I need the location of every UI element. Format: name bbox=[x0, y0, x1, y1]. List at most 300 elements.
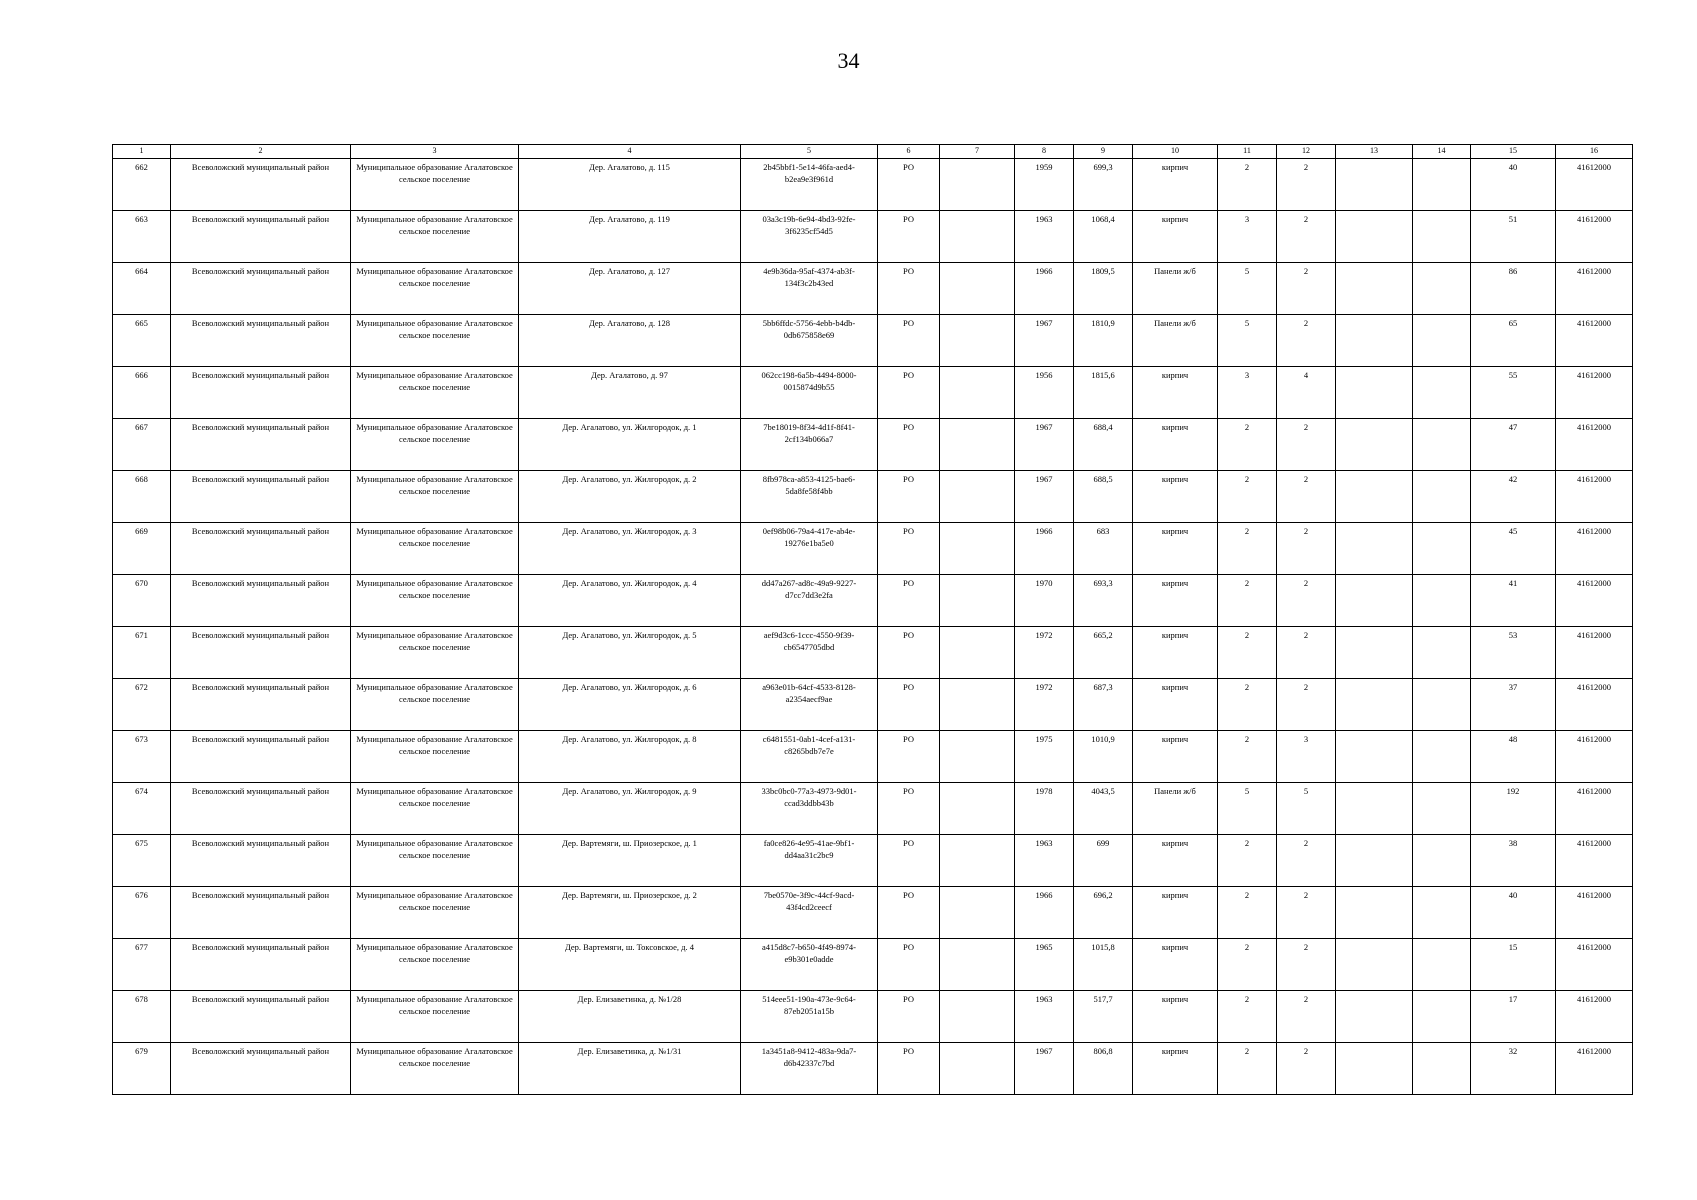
district-cell: Всеволожский муниципальный район bbox=[171, 159, 351, 211]
column-6-cell: РО bbox=[878, 1043, 940, 1095]
column-13-cell bbox=[1336, 679, 1413, 731]
column-6-cell: РО bbox=[878, 939, 940, 991]
house-id-cell: 2b45bbf1-5e14-46fa-aed4-b2ea9e3f961d bbox=[741, 159, 878, 211]
column-6-cell: РО bbox=[878, 211, 940, 263]
column-12-cell: 2 bbox=[1277, 523, 1336, 575]
column-12-cell: 2 bbox=[1277, 991, 1336, 1043]
area-cell: 665,2 bbox=[1074, 627, 1133, 679]
column-12-cell: 2 bbox=[1277, 575, 1336, 627]
okato-code-cell: 41612000 bbox=[1556, 315, 1633, 367]
municipality-cell: Муниципальное образование Агалатовское сельское поселение bbox=[351, 835, 519, 887]
column-14-cell bbox=[1413, 419, 1471, 471]
column-13-cell bbox=[1336, 471, 1413, 523]
row-number: 674 bbox=[113, 783, 171, 835]
column-6-cell: РО bbox=[878, 471, 940, 523]
house-id-cell: 03a3c19b-6e94-4bd3-92fe-3f6235cf54d5 bbox=[741, 211, 878, 263]
wall-material-cell: кирпич bbox=[1133, 471, 1218, 523]
column-header-14: 14 bbox=[1413, 145, 1471, 159]
column-12-cell: 4 bbox=[1277, 367, 1336, 419]
table-row bbox=[113, 679, 1633, 731]
column-14-cell bbox=[1413, 263, 1471, 315]
column-13-cell bbox=[1336, 783, 1413, 835]
year-built-cell: 1963 bbox=[1015, 211, 1074, 263]
column-15-cell: 55 bbox=[1471, 367, 1556, 419]
area-cell: 688,4 bbox=[1074, 419, 1133, 471]
column-11-cell: 3 bbox=[1218, 211, 1277, 263]
area-cell: 687,3 bbox=[1074, 679, 1133, 731]
wall-material-cell: Панели ж/б bbox=[1133, 783, 1218, 835]
address-cell: Дер. Агалатово, ул. Жилгородок, д. 2 bbox=[519, 471, 741, 523]
address-cell: Дер. Агалатово, ул. Жилгородок, д. 6 bbox=[519, 679, 741, 731]
column-14-cell bbox=[1413, 159, 1471, 211]
column-11-cell: 5 bbox=[1218, 263, 1277, 315]
district-cell: Всеволожский муниципальный район bbox=[171, 575, 351, 627]
area-cell: 806,8 bbox=[1074, 1043, 1133, 1095]
table-row bbox=[113, 1043, 1633, 1095]
column-7-cell bbox=[940, 991, 1015, 1043]
municipality-cell: Муниципальное образование Агалатовское сельское поселение bbox=[351, 211, 519, 263]
municipality-cell: Муниципальное образование Агалатовское сельское поселение bbox=[351, 1043, 519, 1095]
year-built-cell: 1967 bbox=[1015, 419, 1074, 471]
district-cell: Всеволожский муниципальный район bbox=[171, 679, 351, 731]
column-12-cell: 2 bbox=[1277, 835, 1336, 887]
table-row bbox=[113, 835, 1633, 887]
column-6-cell: РО bbox=[878, 679, 940, 731]
column-15-cell: 42 bbox=[1471, 471, 1556, 523]
column-15-cell: 40 bbox=[1471, 887, 1556, 939]
house-id-cell: 5bb6ffdc-5756-4ebb-b4db-0db675858e69 bbox=[741, 315, 878, 367]
column-11-cell: 2 bbox=[1218, 731, 1277, 783]
wall-material-cell: кирпич bbox=[1133, 939, 1218, 991]
district-cell: Всеволожский муниципальный район bbox=[171, 627, 351, 679]
column-14-cell bbox=[1413, 783, 1471, 835]
column-15-cell: 48 bbox=[1471, 731, 1556, 783]
municipality-cell: Муниципальное образование Агалатовское сельское поселение bbox=[351, 627, 519, 679]
row-number: 667 bbox=[113, 419, 171, 471]
year-built-cell: 1967 bbox=[1015, 315, 1074, 367]
okato-code-cell: 41612000 bbox=[1556, 159, 1633, 211]
column-7-cell bbox=[940, 731, 1015, 783]
year-built-cell: 1972 bbox=[1015, 627, 1074, 679]
column-13-cell bbox=[1336, 315, 1413, 367]
municipality-cell: Муниципальное образование Агалатовское сельское поселение bbox=[351, 575, 519, 627]
column-11-cell: 2 bbox=[1218, 471, 1277, 523]
area-cell: 1809,5 bbox=[1074, 263, 1133, 315]
column-13-cell bbox=[1336, 991, 1413, 1043]
okato-code-cell: 41612000 bbox=[1556, 419, 1633, 471]
address-cell: Дер. Агалатово, ул. Жилгородок, д. 9 bbox=[519, 783, 741, 835]
house-id-cell: 7be0570e-3f9c-44cf-9acd-43f4cd2ceecf bbox=[741, 887, 878, 939]
area-cell: 1010,9 bbox=[1074, 731, 1133, 783]
house-id-cell: aef9d3c6-1ccc-4550-9f39-cb6547705dbd bbox=[741, 627, 878, 679]
okato-code-cell: 41612000 bbox=[1556, 471, 1633, 523]
address-cell: Дер. Елизаветинка, д. №1/31 bbox=[519, 1043, 741, 1095]
column-15-cell: 45 bbox=[1471, 523, 1556, 575]
column-6-cell: РО bbox=[878, 159, 940, 211]
district-cell: Всеволожский муниципальный район bbox=[171, 991, 351, 1043]
address-cell: Дер. Вартемяги, ш. Приозерское, д. 1 bbox=[519, 835, 741, 887]
house-id-cell: a415d8c7-b650-4f49-8974-e9b301e0adde bbox=[741, 939, 878, 991]
area-cell: 1810,9 bbox=[1074, 315, 1133, 367]
column-12-cell: 2 bbox=[1277, 471, 1336, 523]
address-cell: Дер. Агалатово, д. 128 bbox=[519, 315, 741, 367]
row-number: 669 bbox=[113, 523, 171, 575]
column-6-cell: РО bbox=[878, 835, 940, 887]
column-7-cell bbox=[940, 887, 1015, 939]
column-header-1: 1 bbox=[113, 145, 171, 159]
district-cell: Всеволожский муниципальный район bbox=[171, 939, 351, 991]
column-12-cell: 2 bbox=[1277, 315, 1336, 367]
column-12-cell: 2 bbox=[1277, 263, 1336, 315]
house-id-cell: c6481551-0ab1-4cef-a131-c8265bdb7e7e bbox=[741, 731, 878, 783]
column-6-cell: РО bbox=[878, 627, 940, 679]
column-11-cell: 2 bbox=[1218, 939, 1277, 991]
table-row bbox=[113, 783, 1633, 835]
column-15-cell: 37 bbox=[1471, 679, 1556, 731]
column-14-cell bbox=[1413, 731, 1471, 783]
wall-material-cell: кирпич bbox=[1133, 887, 1218, 939]
column-14-cell bbox=[1413, 1043, 1471, 1095]
column-12-cell: 2 bbox=[1277, 419, 1336, 471]
column-13-cell bbox=[1336, 939, 1413, 991]
year-built-cell: 1975 bbox=[1015, 731, 1074, 783]
column-13-cell bbox=[1336, 367, 1413, 419]
year-built-cell: 1965 bbox=[1015, 939, 1074, 991]
okato-code-cell: 41612000 bbox=[1556, 523, 1633, 575]
column-15-cell: 17 bbox=[1471, 991, 1556, 1043]
wall-material-cell: кирпич bbox=[1133, 419, 1218, 471]
column-11-cell: 2 bbox=[1218, 887, 1277, 939]
table-row bbox=[113, 211, 1633, 263]
column-13-cell bbox=[1336, 523, 1413, 575]
okato-code-cell: 41612000 bbox=[1556, 887, 1633, 939]
column-15-cell: 192 bbox=[1471, 783, 1556, 835]
row-number: 664 bbox=[113, 263, 171, 315]
column-14-cell bbox=[1413, 367, 1471, 419]
column-7-cell bbox=[940, 159, 1015, 211]
column-13-cell bbox=[1336, 575, 1413, 627]
column-12-cell: 2 bbox=[1277, 627, 1336, 679]
column-6-cell: РО bbox=[878, 419, 940, 471]
table-row bbox=[113, 419, 1633, 471]
column-7-cell bbox=[940, 835, 1015, 887]
house-id-cell: 33bc0bc0-77a3-4973-9d01-ccad3ddbb43b bbox=[741, 783, 878, 835]
year-built-cell: 1967 bbox=[1015, 471, 1074, 523]
district-cell: Всеволожский муниципальный район bbox=[171, 367, 351, 419]
column-header-6: 6 bbox=[878, 145, 940, 159]
area-cell: 683 bbox=[1074, 523, 1133, 575]
column-11-cell: 2 bbox=[1218, 991, 1277, 1043]
row-number: 677 bbox=[113, 939, 171, 991]
column-15-cell: 47 bbox=[1471, 419, 1556, 471]
column-11-cell: 2 bbox=[1218, 159, 1277, 211]
housing-registry-table bbox=[112, 144, 1633, 1095]
column-7-cell bbox=[940, 1043, 1015, 1095]
year-built-cell: 1963 bbox=[1015, 991, 1074, 1043]
column-13-cell bbox=[1336, 211, 1413, 263]
column-header-10: 10 bbox=[1133, 145, 1218, 159]
address-cell: Дер. Агалатово, ул. Жилгородок, д. 8 bbox=[519, 731, 741, 783]
column-header-4: 4 bbox=[519, 145, 741, 159]
district-cell: Всеволожский муниципальный район bbox=[171, 887, 351, 939]
row-number: 673 bbox=[113, 731, 171, 783]
district-cell: Всеволожский муниципальный район bbox=[171, 1043, 351, 1095]
municipality-cell: Муниципальное образование Агалатовское сельское поселение bbox=[351, 939, 519, 991]
column-header-13: 13 bbox=[1336, 145, 1413, 159]
column-6-cell: РО bbox=[878, 887, 940, 939]
address-cell: Дер. Агалатово, д. 97 bbox=[519, 367, 741, 419]
district-cell: Всеволожский муниципальный район bbox=[171, 731, 351, 783]
column-12-cell: 2 bbox=[1277, 159, 1336, 211]
area-cell: 693,3 bbox=[1074, 575, 1133, 627]
column-15-cell: 41 bbox=[1471, 575, 1556, 627]
year-built-cell: 1956 bbox=[1015, 367, 1074, 419]
column-13-cell bbox=[1336, 1043, 1413, 1095]
area-cell: 696,2 bbox=[1074, 887, 1133, 939]
column-11-cell: 2 bbox=[1218, 419, 1277, 471]
row-number: 663 bbox=[113, 211, 171, 263]
house-id-cell: 0ef98b06-79a4-417e-ab4e-19276e1ba5e0 bbox=[741, 523, 878, 575]
year-built-cell: 1966 bbox=[1015, 887, 1074, 939]
column-header-11: 11 bbox=[1218, 145, 1277, 159]
column-header-16: 16 bbox=[1556, 145, 1633, 159]
row-number: 676 bbox=[113, 887, 171, 939]
column-13-cell bbox=[1336, 263, 1413, 315]
municipality-cell: Муниципальное образование Агалатовское сельское поселение bbox=[351, 731, 519, 783]
row-number: 662 bbox=[113, 159, 171, 211]
column-header-5: 5 bbox=[741, 145, 878, 159]
column-7-cell bbox=[940, 315, 1015, 367]
address-cell: Дер. Агалатово, ул. Жилгородок, д. 1 bbox=[519, 419, 741, 471]
area-cell: 699,3 bbox=[1074, 159, 1133, 211]
year-built-cell: 1966 bbox=[1015, 523, 1074, 575]
column-7-cell bbox=[940, 627, 1015, 679]
column-6-cell: РО bbox=[878, 367, 940, 419]
column-14-cell bbox=[1413, 939, 1471, 991]
column-11-cell: 2 bbox=[1218, 523, 1277, 575]
column-13-cell bbox=[1336, 887, 1413, 939]
municipality-cell: Муниципальное образование Агалатовское сельское поселение bbox=[351, 679, 519, 731]
okato-code-cell: 41612000 bbox=[1556, 1043, 1633, 1095]
column-header-2: 2 bbox=[171, 145, 351, 159]
column-12-cell: 2 bbox=[1277, 1043, 1336, 1095]
column-header-8: 8 bbox=[1015, 145, 1074, 159]
area-cell: 4043,5 bbox=[1074, 783, 1133, 835]
row-number: 672 bbox=[113, 679, 171, 731]
column-6-cell: РО bbox=[878, 783, 940, 835]
year-built-cell: 1963 bbox=[1015, 835, 1074, 887]
okato-code-cell: 41612000 bbox=[1556, 731, 1633, 783]
column-14-cell bbox=[1413, 991, 1471, 1043]
area-cell: 1815,6 bbox=[1074, 367, 1133, 419]
wall-material-cell: кирпич bbox=[1133, 211, 1218, 263]
column-15-cell: 86 bbox=[1471, 263, 1556, 315]
table-row bbox=[113, 523, 1633, 575]
row-number: 668 bbox=[113, 471, 171, 523]
table-row bbox=[113, 991, 1633, 1043]
column-number-row bbox=[113, 145, 1633, 159]
column-7-cell bbox=[940, 523, 1015, 575]
address-cell: Дер. Агалатово, д. 115 bbox=[519, 159, 741, 211]
municipality-cell: Муниципальное образование Агалатовское сельское поселение bbox=[351, 887, 519, 939]
column-7-cell bbox=[940, 471, 1015, 523]
okato-code-cell: 41612000 bbox=[1556, 575, 1633, 627]
area-cell: 688,5 bbox=[1074, 471, 1133, 523]
okato-code-cell: 41612000 bbox=[1556, 211, 1633, 263]
column-15-cell: 32 bbox=[1471, 1043, 1556, 1095]
column-15-cell: 40 bbox=[1471, 159, 1556, 211]
table-row bbox=[113, 939, 1633, 991]
row-number: 675 bbox=[113, 835, 171, 887]
column-12-cell: 3 bbox=[1277, 731, 1336, 783]
column-7-cell bbox=[940, 367, 1015, 419]
municipality-cell: Муниципальное образование Агалатовское сельское поселение bbox=[351, 523, 519, 575]
table-row bbox=[113, 315, 1633, 367]
column-11-cell: 2 bbox=[1218, 835, 1277, 887]
district-cell: Всеволожский муниципальный район bbox=[171, 471, 351, 523]
column-6-cell: РО bbox=[878, 523, 940, 575]
district-cell: Всеволожский муниципальный район bbox=[171, 523, 351, 575]
column-13-cell bbox=[1336, 159, 1413, 211]
row-number: 679 bbox=[113, 1043, 171, 1095]
address-cell: Дер. Вартемяги, ш. Токсовское, д. 4 bbox=[519, 939, 741, 991]
table-body bbox=[113, 159, 1633, 1095]
address-cell: Дер. Агалатово, д. 127 bbox=[519, 263, 741, 315]
wall-material-cell: кирпич bbox=[1133, 731, 1218, 783]
area-cell: 517,7 bbox=[1074, 991, 1133, 1043]
area-cell: 1015,8 bbox=[1074, 939, 1133, 991]
house-id-cell: dd47a267-ad8c-49a9-9227-d7cc7dd3e2fa bbox=[741, 575, 878, 627]
column-15-cell: 51 bbox=[1471, 211, 1556, 263]
address-cell: Дер. Вартемяги, ш. Приозерское, д. 2 bbox=[519, 887, 741, 939]
house-id-cell: 062cc198-6a5b-4494-8000-0015874d9b55 bbox=[741, 367, 878, 419]
okato-code-cell: 41612000 bbox=[1556, 939, 1633, 991]
table-row bbox=[113, 575, 1633, 627]
address-cell: Дер. Агалатово, д. 119 bbox=[519, 211, 741, 263]
column-15-cell: 15 bbox=[1471, 939, 1556, 991]
page-number: 34 bbox=[837, 48, 860, 73]
column-7-cell bbox=[940, 419, 1015, 471]
year-built-cell: 1967 bbox=[1015, 1043, 1074, 1095]
column-11-cell: 5 bbox=[1218, 315, 1277, 367]
address-cell: Дер. Елизаветинка, д. №1/28 bbox=[519, 991, 741, 1043]
column-14-cell bbox=[1413, 835, 1471, 887]
district-cell: Всеволожский муниципальный район bbox=[171, 419, 351, 471]
column-13-cell bbox=[1336, 731, 1413, 783]
wall-material-cell: кирпич bbox=[1133, 1043, 1218, 1095]
column-6-cell: РО bbox=[878, 315, 940, 367]
wall-material-cell: кирпич bbox=[1133, 679, 1218, 731]
municipality-cell: Муниципальное образование Агалатовское сельское поселение bbox=[351, 263, 519, 315]
district-cell: Всеволожский муниципальный район bbox=[171, 263, 351, 315]
house-id-cell: fa0ce826-4e95-41ae-9bf1-dd4aa31c2bc9 bbox=[741, 835, 878, 887]
district-cell: Всеволожский муниципальный район bbox=[171, 783, 351, 835]
house-id-cell: 8fb978ca-a853-4125-bae6-5da8fe58f4bb bbox=[741, 471, 878, 523]
column-header-9: 9 bbox=[1074, 145, 1133, 159]
row-number: 671 bbox=[113, 627, 171, 679]
area-cell: 1068,4 bbox=[1074, 211, 1133, 263]
column-11-cell: 2 bbox=[1218, 1043, 1277, 1095]
table-row bbox=[113, 263, 1633, 315]
column-14-cell bbox=[1413, 627, 1471, 679]
column-7-cell bbox=[940, 211, 1015, 263]
column-11-cell: 3 bbox=[1218, 367, 1277, 419]
column-header-3: 3 bbox=[351, 145, 519, 159]
year-built-cell: 1959 bbox=[1015, 159, 1074, 211]
column-14-cell bbox=[1413, 679, 1471, 731]
okato-code-cell: 41612000 bbox=[1556, 679, 1633, 731]
column-7-cell bbox=[940, 783, 1015, 835]
column-11-cell: 2 bbox=[1218, 627, 1277, 679]
municipality-cell: Муниципальное образование Агалатовское сельское поселение bbox=[351, 315, 519, 367]
column-header-7: 7 bbox=[940, 145, 1015, 159]
municipality-cell: Муниципальное образование Агалатовское сельское поселение bbox=[351, 159, 519, 211]
okato-code-cell: 41612000 bbox=[1556, 263, 1633, 315]
column-6-cell: РО bbox=[878, 575, 940, 627]
column-14-cell bbox=[1413, 315, 1471, 367]
column-12-cell: 2 bbox=[1277, 679, 1336, 731]
wall-material-cell: Панели ж/б bbox=[1133, 315, 1218, 367]
address-cell: Дер. Агалатово, ул. Жилгородок, д. 5 bbox=[519, 627, 741, 679]
wall-material-cell: кирпич bbox=[1133, 367, 1218, 419]
column-11-cell: 5 bbox=[1218, 783, 1277, 835]
column-7-cell bbox=[940, 939, 1015, 991]
year-built-cell: 1966 bbox=[1015, 263, 1074, 315]
wall-material-cell: кирпич bbox=[1133, 627, 1218, 679]
column-6-cell: РО bbox=[878, 263, 940, 315]
column-15-cell: 53 bbox=[1471, 627, 1556, 679]
area-cell: 699 bbox=[1074, 835, 1133, 887]
column-12-cell: 2 bbox=[1277, 939, 1336, 991]
wall-material-cell: кирпич bbox=[1133, 159, 1218, 211]
address-cell: Дер. Агалатово, ул. Жилгородок, д. 3 bbox=[519, 523, 741, 575]
table-row bbox=[113, 159, 1633, 211]
table-row bbox=[113, 627, 1633, 679]
municipality-cell: Муниципальное образование Агалатовское сельское поселение bbox=[351, 991, 519, 1043]
house-id-cell: 1a3451a8-9412-483a-9da7-d6b42337c7bd bbox=[741, 1043, 878, 1095]
wall-material-cell: кирпич bbox=[1133, 575, 1218, 627]
wall-material-cell: кирпич bbox=[1133, 991, 1218, 1043]
year-built-cell: 1972 bbox=[1015, 679, 1074, 731]
column-14-cell bbox=[1413, 211, 1471, 263]
okato-code-cell: 41612000 bbox=[1556, 783, 1633, 835]
table-row bbox=[113, 367, 1633, 419]
municipality-cell: Муниципальное образование Агалатовское сельское поселение bbox=[351, 419, 519, 471]
address-cell: Дер. Агалатово, ул. Жилгородок, д. 4 bbox=[519, 575, 741, 627]
municipality-cell: Муниципальное образование Агалатовское сельское поселение bbox=[351, 471, 519, 523]
district-cell: Всеволожский муниципальный район bbox=[171, 211, 351, 263]
column-14-cell bbox=[1413, 523, 1471, 575]
okato-code-cell: 41612000 bbox=[1556, 367, 1633, 419]
wall-material-cell: кирпич bbox=[1133, 523, 1218, 575]
column-7-cell bbox=[940, 679, 1015, 731]
wall-material-cell: Панели ж/б bbox=[1133, 263, 1218, 315]
column-14-cell bbox=[1413, 887, 1471, 939]
house-id-cell: 514eee51-190a-473e-9c64-87eb2051a15b bbox=[741, 991, 878, 1043]
row-number: 670 bbox=[113, 575, 171, 627]
column-12-cell: 2 bbox=[1277, 211, 1336, 263]
municipality-cell: Муниципальное образование Агалатовское сельское поселение bbox=[351, 783, 519, 835]
column-7-cell bbox=[940, 263, 1015, 315]
column-12-cell: 5 bbox=[1277, 783, 1336, 835]
column-11-cell: 2 bbox=[1218, 575, 1277, 627]
column-header-12: 12 bbox=[1277, 145, 1336, 159]
year-built-cell: 1970 bbox=[1015, 575, 1074, 627]
column-6-cell: РО bbox=[878, 991, 940, 1043]
house-id-cell: a963e01b-64cf-4533-8128-a2354aecf9ae bbox=[741, 679, 878, 731]
okato-code-cell: 41612000 bbox=[1556, 991, 1633, 1043]
district-cell: Всеволожский муниципальный район bbox=[171, 315, 351, 367]
